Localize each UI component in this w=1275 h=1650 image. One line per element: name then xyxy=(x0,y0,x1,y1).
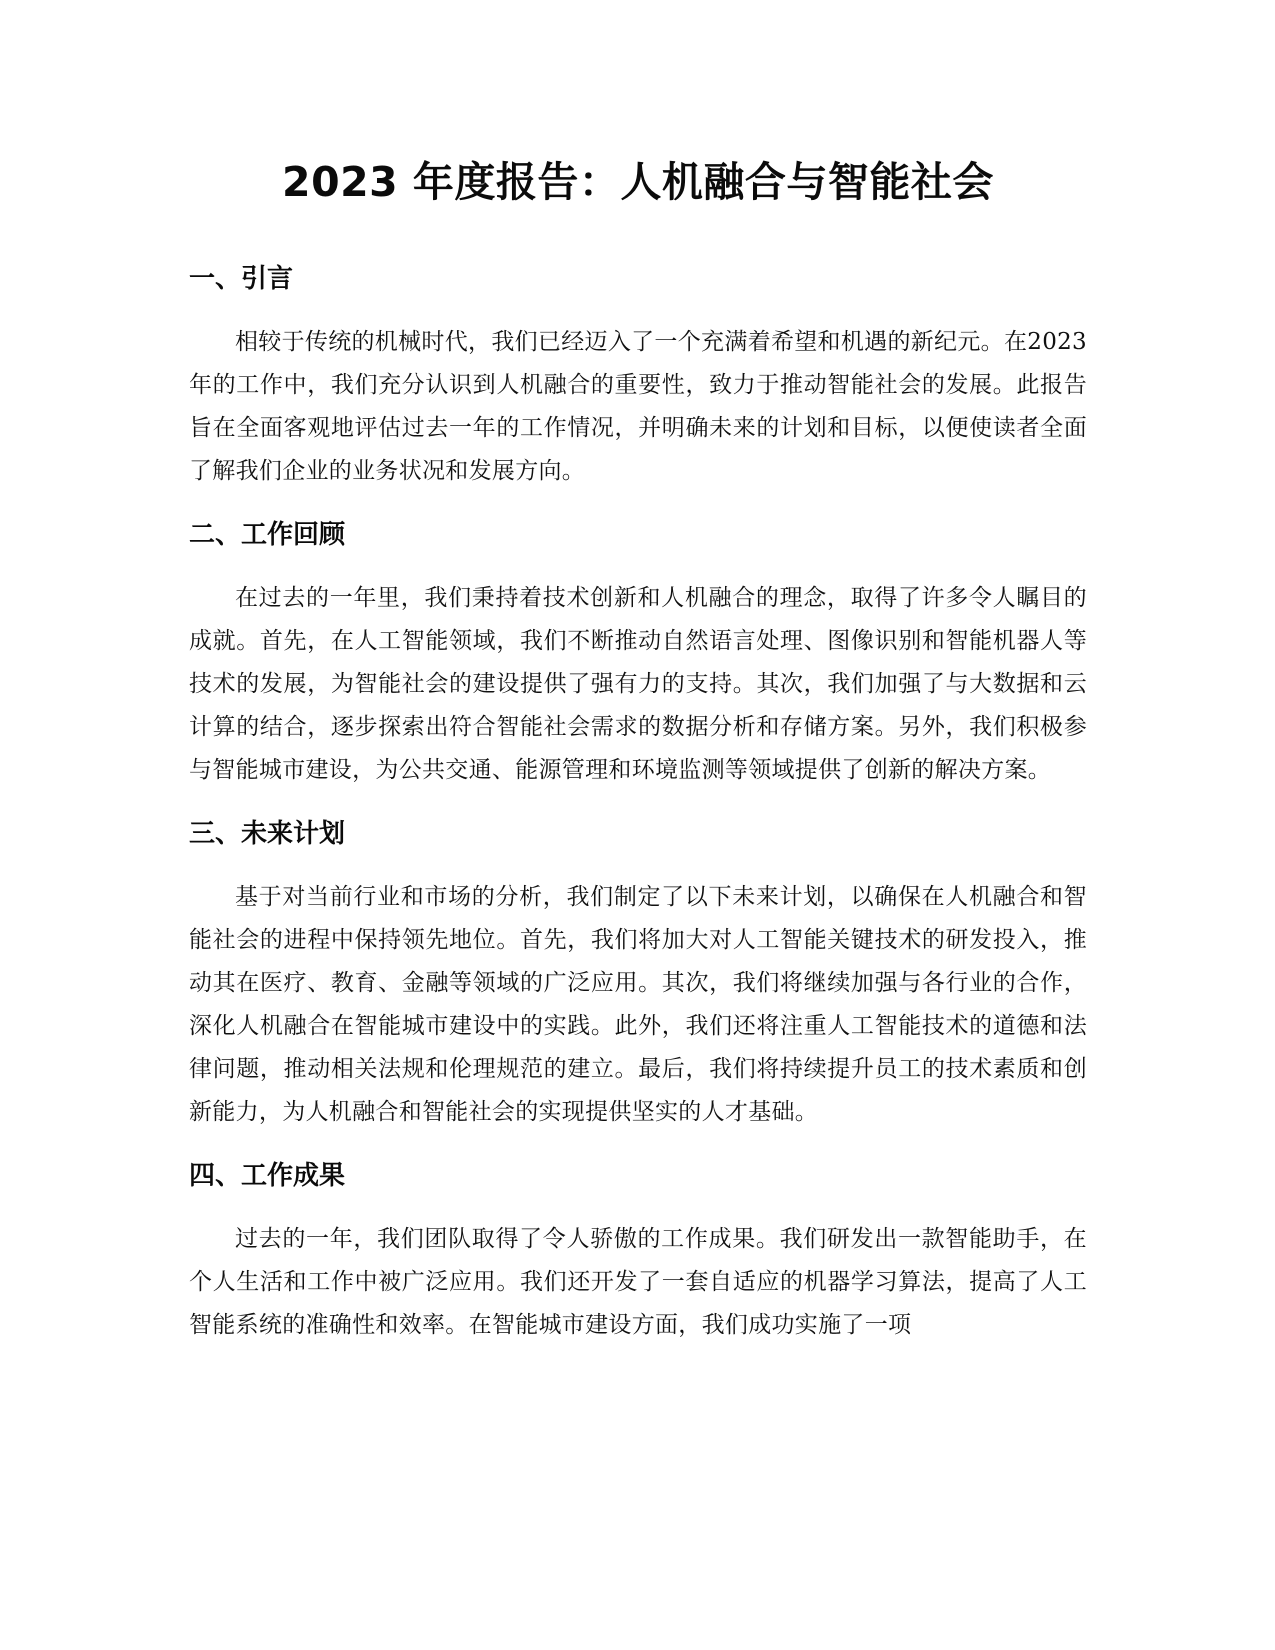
section-paragraph: 在过去的一年里，我们秉持着技术创新和人机融合的理念，取得了许多令人瞩目的成就。首先，在人工智能领域，我们不断推动自然语言处理、图像识别和智能机器人等技术的发展，为智能社会的建设提供了强有力的支持。其次，我们加强了与大数据和云计算的结合，逐步探索出符合智能社会需求的数据分析和存储方案。另外，我们积极参与智能城市建设，为公共交通、能源管理和环境监测等领域提供了创新的解决方案。 xyxy=(189,585,1087,783)
section-work-review xyxy=(189,515,1087,792)
section-paragraph: 基于对当前行业和市场的分析，我们制定了以下未来计划，以确保在人机融合和智能社会的进程中保持领先地位。首先，我们将加大对人工智能关键技术的研发投入，推动其在医疗、教育、金融等领域的广泛应用。其次，我们将继续加强与各行业的合作，深化人机融合在智能城市建设中的实践。此外，我们还将注重人工智能技术的道德和法律问题，推动相关法规和伦理规范的建立。最后，我们将持续提升员工的技术素质和创新能力，为人机融合和智能社会的实现提供坚实的人才基础。 xyxy=(189,884,1087,1125)
section-paragraph: 相较于传统的机械时代，我们已经迈入了一个充满着希望和机遇的新纪元。在2023 年的工作中，我们充分认识到人机融合的重要性，致力于推动智能社会的发展。此报告旨在全面客观地评估过去一年的工作情况，并明确未来的计划和目标，以便使读者全面了解我们企业的业务状况和发展方向。 xyxy=(189,329,1087,484)
section-heading: 四、工作成果 xyxy=(189,1161,346,1191)
section-paragraph: 过去的一年，我们团队取得了令人骄傲的工作成果。我们研发出一款智能助手，在个人生活和工作中被广泛应用。我们还开发了一套自适应的机器学习算法，提高了人工智能系统的准确性和效率。在智能城市建设方面，我们成功实施了一项 xyxy=(189,1226,1087,1338)
section-heading: 一、引言 xyxy=(189,264,294,294)
section-introduction xyxy=(189,259,1087,493)
section-heading: 二、工作回顾 xyxy=(189,520,346,550)
section-work-results xyxy=(189,1156,1087,1347)
document-title: 2023 年度报告：人机融合与智能社会 xyxy=(282,158,994,206)
section-future-plans xyxy=(189,814,1087,1134)
section-heading: 三、未来计划 xyxy=(189,819,346,849)
document-content xyxy=(189,150,1087,1347)
